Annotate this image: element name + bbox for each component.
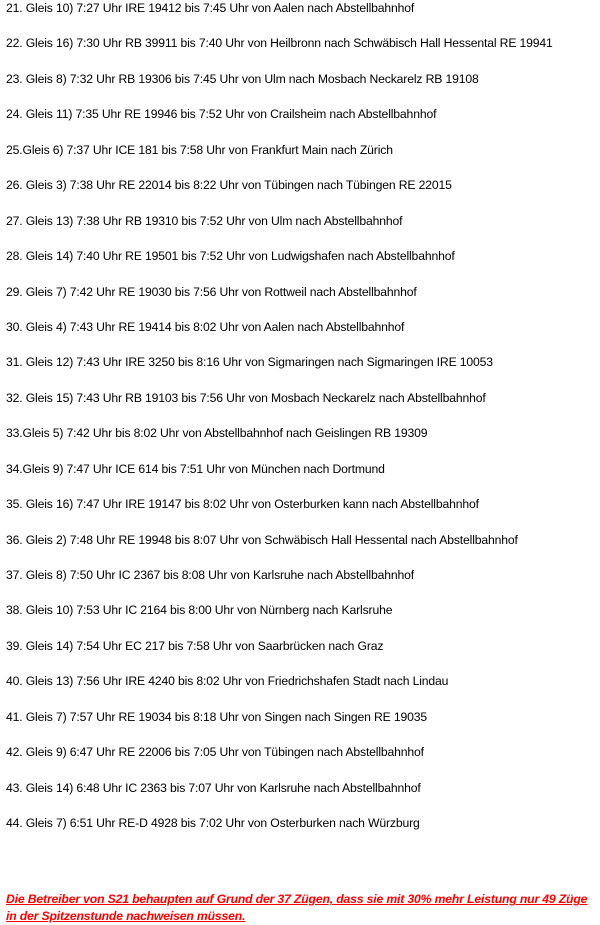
schedule-entry: 35. Gleis 16) 7:47 Uhr IRE 19147 bis 8:02 Uhr von Osterburken kann nach Abstellbahnhof bbox=[6, 497, 479, 512]
train-schedule-list bbox=[6, 0, 598, 851]
schedule-entry: 43. Gleis 14) 6:48 Uhr IC 2363 bis 7:07 Uhr von Karlsruhe nach Abstellbahnhof bbox=[6, 780, 421, 795]
schedule-entry: 22. Gleis 16) 7:30 Uhr RB 39911 bis 7:40 Uhr von Heilbronn nach Schwäbisch Hall Hessental RE 19941 bbox=[6, 36, 553, 51]
schedule-entry: 33.Gleis 5) 7:42 Uhr bis 8:02 Uhr von Abstellbahnhof nach Geislingen RB 19309 bbox=[6, 426, 428, 441]
schedule-entry: 40. Gleis 13) 7:56 Uhr IRE 4240 bis 8:02 Uhr von Friedrichshafen Stadt nach Lindau bbox=[6, 674, 449, 689]
schedule-entry: 31. Gleis 12) 7:43 Uhr IRE 3250 bis 8:16 Uhr von Sigmaringen nach Sigmaringen IRE 10053 bbox=[6, 355, 493, 370]
schedule-entry: 26. Gleis 3) 7:38 Uhr RE 22014 bis 8:22 Uhr von Tübingen nach Tübingen RE 22015 bbox=[6, 178, 452, 193]
schedule-entry: 21. Gleis 10) 7:27 Uhr IRE 19412 bis 7:45 Uhr von Aalen nach Abstellbahnhof bbox=[6, 1, 415, 15]
schedule-entry: 44. Gleis 7) 6:51 Uhr RE-D 4928 bis 7:02 Uhr von Osterburken nach Würzburg bbox=[6, 816, 420, 831]
schedule-entry: 23. Gleis 8) 7:32 Uhr RB 19306 bis 7:45 Uhr von Ulm nach Mosbach Neckarelz RB 19108 bbox=[6, 71, 479, 86]
schedule-entry: 28. Gleis 14) 7:40 Uhr RE 19501 bis 7:52 Uhr von Ludwigshafen nach Abstellbahnhof bbox=[6, 249, 455, 264]
schedule-entry: 37. Gleis 8) 7:50 Uhr IC 2367 bis 8:08 Uhr von Karlsruhe nach Abstellbahnhof bbox=[6, 568, 414, 582]
schedule-entry: 34.Gleis 9) 7:47 Uhr ICE 614 bis 7:51 Uhr von München nach Dortmund bbox=[6, 461, 385, 476]
schedule-entry: 41. Gleis 7) 7:57 Uhr RE 19034 bis 8:18 Uhr von Singen nach Singen RE 19035 bbox=[6, 709, 428, 724]
schedule-entry: 30. Gleis 4) 7:43 Uhr RE 19414 bis 8:02 Uhr von Aalen nach Abstellbahnhof bbox=[6, 319, 405, 334]
schedule-entry: 39. Gleis 14) 7:54 Uhr EC 217 bis 7:58 Uhr von Saarbrücken nach Graz bbox=[6, 638, 384, 653]
schedule-entry: 38. Gleis 10) 7:53 Uhr IC 2164 bis 8:00 Uhr von Nürnberg nach Karlsruhe bbox=[6, 603, 393, 618]
schedule-entry: 25.Gleis 6) 7:37 Uhr ICE 181 bis 7:58 Uhr von Frankfurt Main nach Zürich bbox=[6, 142, 393, 157]
schedule-entry: 29. Gleis 7) 7:42 Uhr RE 19030 bis 7:56 Uhr von Rottweil nach Abstellbahnhof bbox=[6, 284, 417, 299]
operator-claim-note: Die Betreiber von S21 behaupten auf Grund der 37 Zügen, dass sie mit 30% mehr Leistung nur 49 Züge in der Spitzenstunde nachweisen müssen. bbox=[6, 892, 588, 924]
schedule-entry: 24. Gleis 11) 7:35 Uhr RE 19946 bis 7:52 Uhr von Crailsheim nach Abstellbahnhof bbox=[6, 107, 437, 122]
schedule-entry: 42. Gleis 9) 6:47 Uhr RE 22006 bis 7:05 Uhr von Tübingen nach Abstellbahnhof bbox=[6, 745, 424, 760]
schedule-entry: 32. Gleis 15) 7:43 Uhr RB 19103 bis 7:56 Uhr von Mosbach Neckarelz nach Abstellbahnhof bbox=[6, 390, 486, 405]
schedule-entry: 27. Gleis 13) 7:38 Uhr RB 19310 bis 7:52 Uhr von Ulm nach Abstellbahnhof bbox=[6, 213, 403, 228]
schedule-entry: 36. Gleis 2) 7:48 Uhr RE 19948 bis 8:07 Uhr von Schwäbisch Hall Hessental nach Abstellbahnhof bbox=[6, 532, 518, 547]
